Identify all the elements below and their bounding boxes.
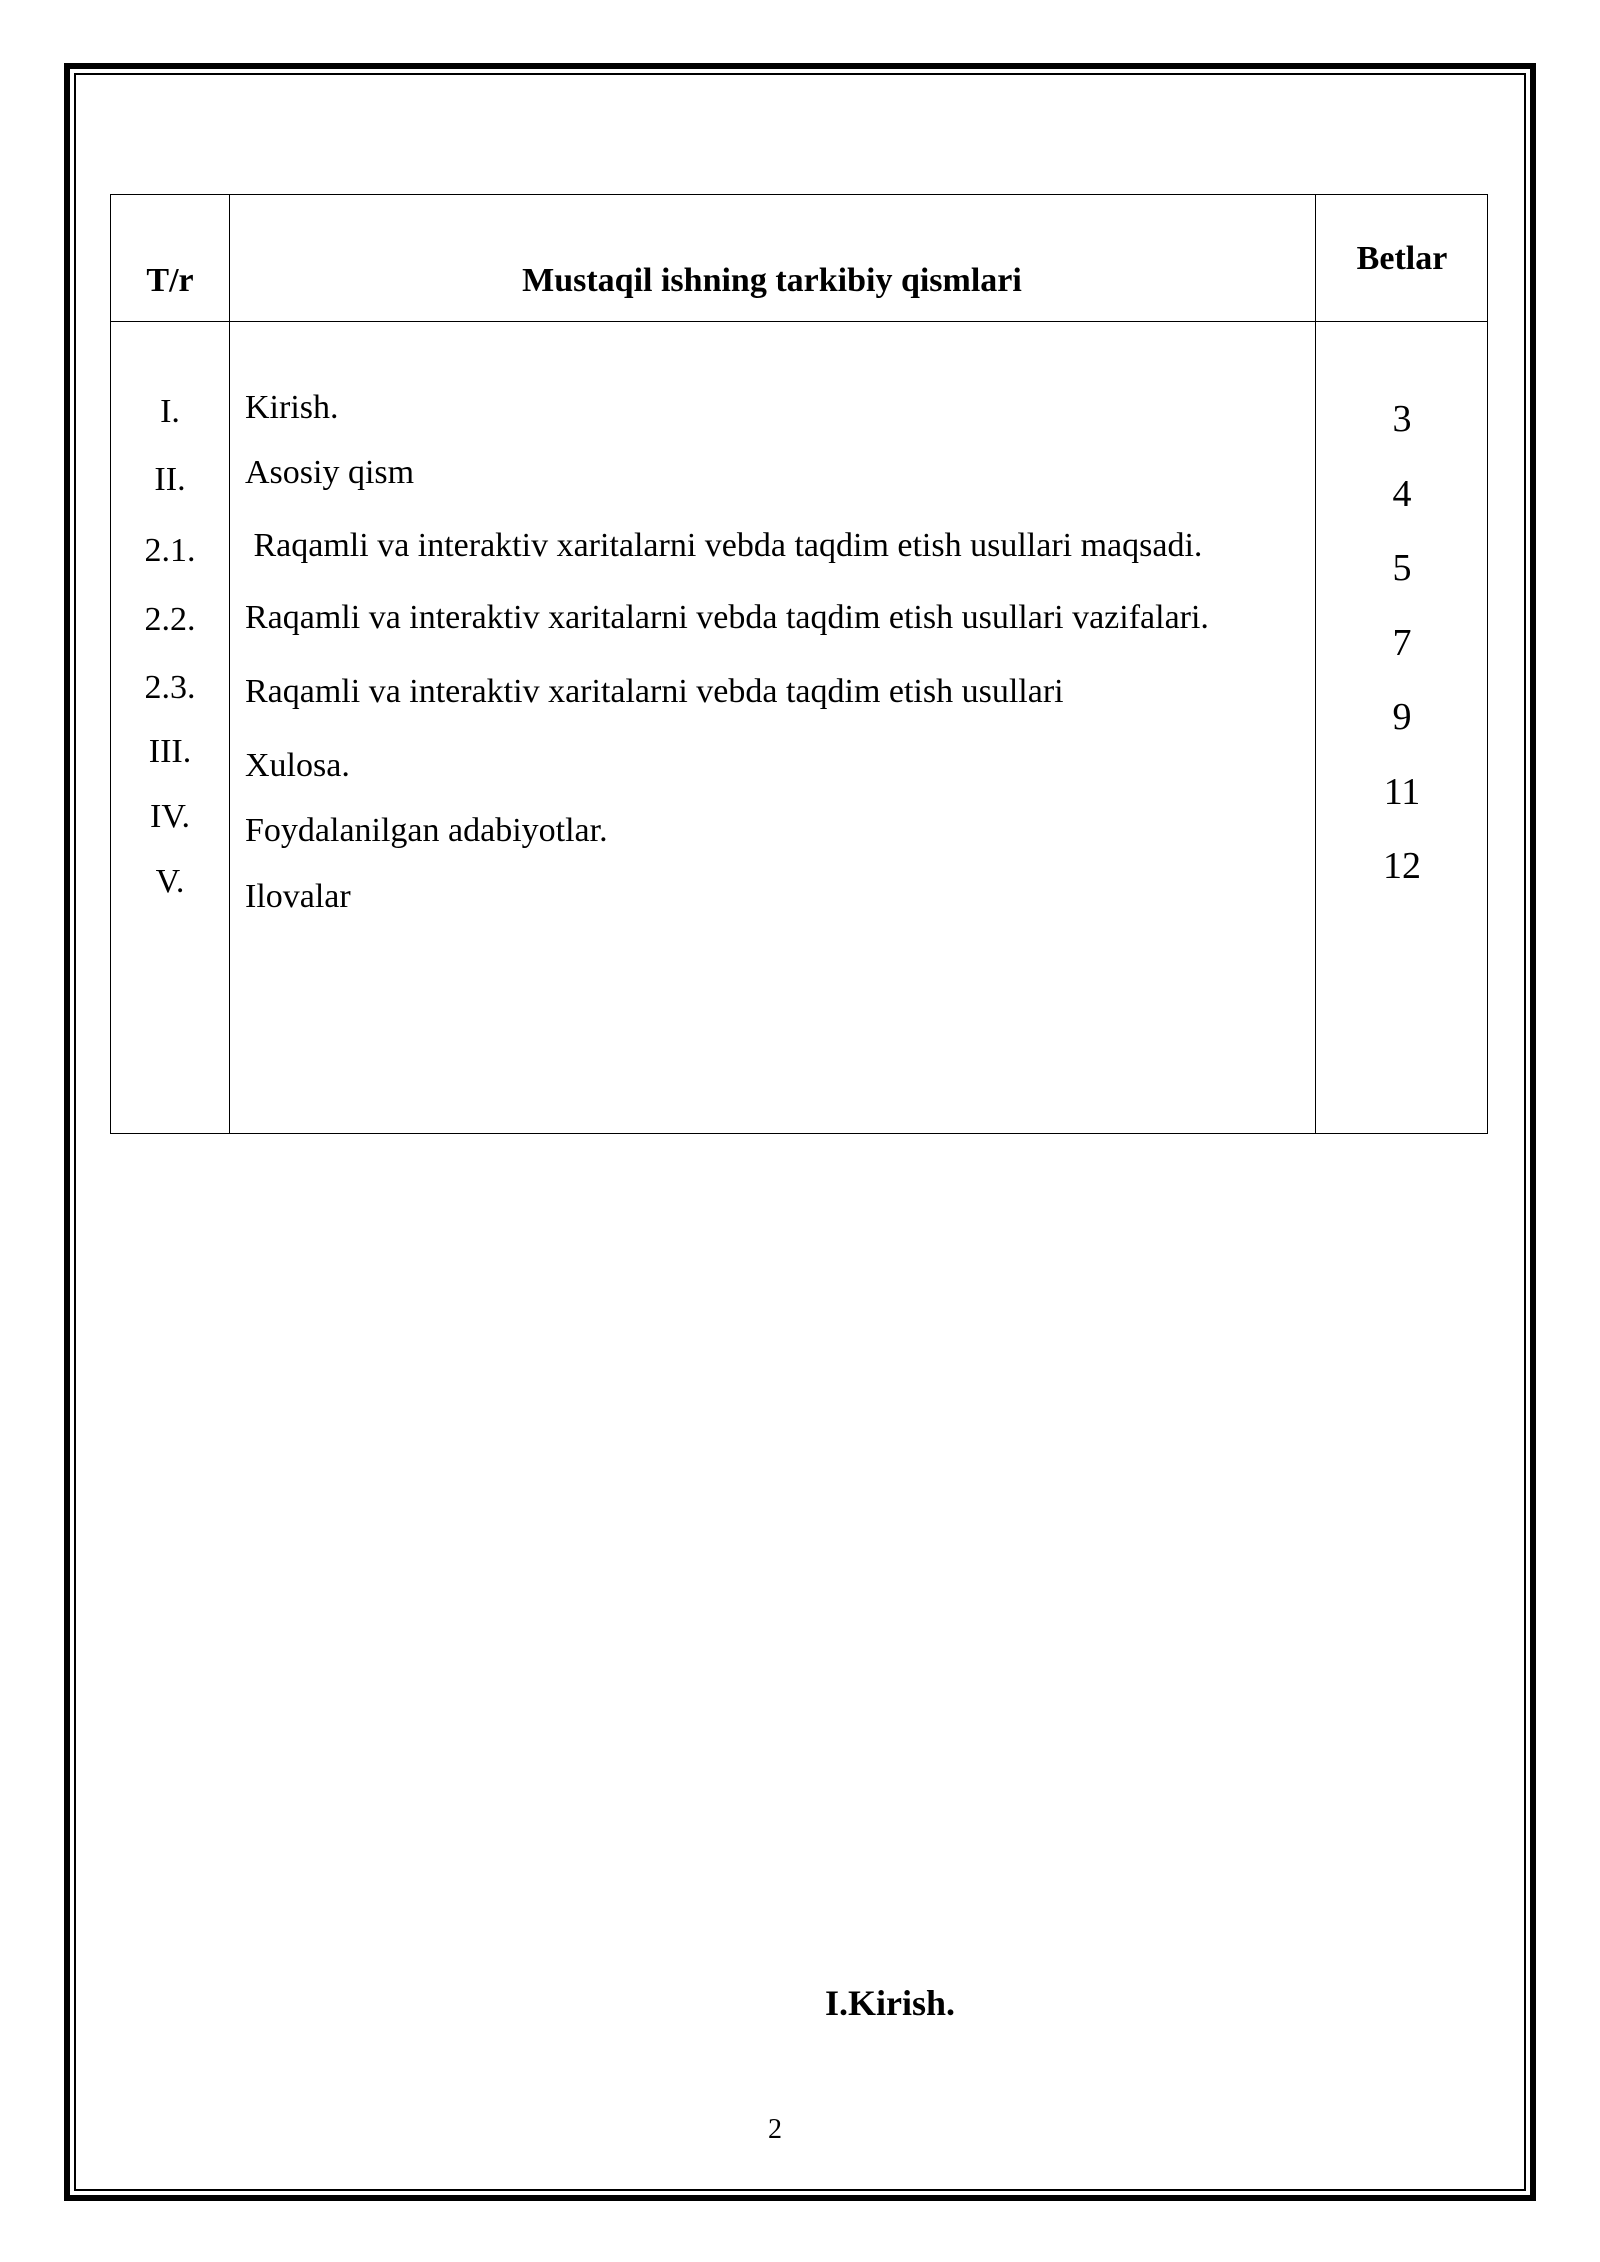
section-heading: I.Kirish.	[824, 1983, 956, 2023]
toc-number: II.	[154, 461, 186, 498]
toc-item: Raqamli va interaktiv xaritalarni vebda taqdim etish usullari maqsadi.	[245, 527, 1203, 564]
toc-page: 12	[1383, 845, 1421, 887]
page-number: 2	[768, 2114, 782, 2145]
toc-item: Xulosa.	[245, 747, 350, 784]
toc-page: 11	[1383, 771, 1421, 813]
toc-page: 4	[1392, 473, 1412, 515]
table-of-contents	[110, 194, 1488, 1134]
toc-number: 2.2.	[144, 601, 196, 638]
toc-number: III.	[148, 733, 192, 770]
toc-number: 2.3.	[144, 669, 196, 706]
header-pages: Betlar	[1356, 240, 1448, 277]
toc-item: Ilovalar	[245, 878, 351, 915]
column-divider	[229, 195, 230, 1133]
toc-page: 9	[1392, 696, 1412, 738]
toc-page: 3	[1392, 398, 1412, 440]
toc-item: Raqamli va interaktiv xaritalarni vebda taqdim etish usullari	[245, 673, 1064, 710]
toc-item: Kirish.	[245, 389, 339, 426]
toc-item: Raqamli va interaktiv xaritalarni vebda taqdim etish usullari vazifalari.	[245, 599, 1209, 636]
header-title: Mustaqil ishning tarkibiy qismlari	[522, 262, 1022, 299]
toc-number: IV.	[150, 798, 190, 835]
header-number: T/r	[146, 262, 194, 299]
toc-number: I.	[160, 393, 180, 430]
toc-number: 2.1.	[144, 532, 196, 569]
toc-page: 5	[1392, 547, 1412, 589]
toc-item: Asosiy qism	[245, 454, 415, 491]
header-divider	[111, 321, 1487, 322]
toc-number: V.	[155, 863, 185, 900]
toc-item: Foydalanilgan adabiyotlar.	[245, 812, 608, 849]
toc-page: 7	[1392, 622, 1412, 664]
